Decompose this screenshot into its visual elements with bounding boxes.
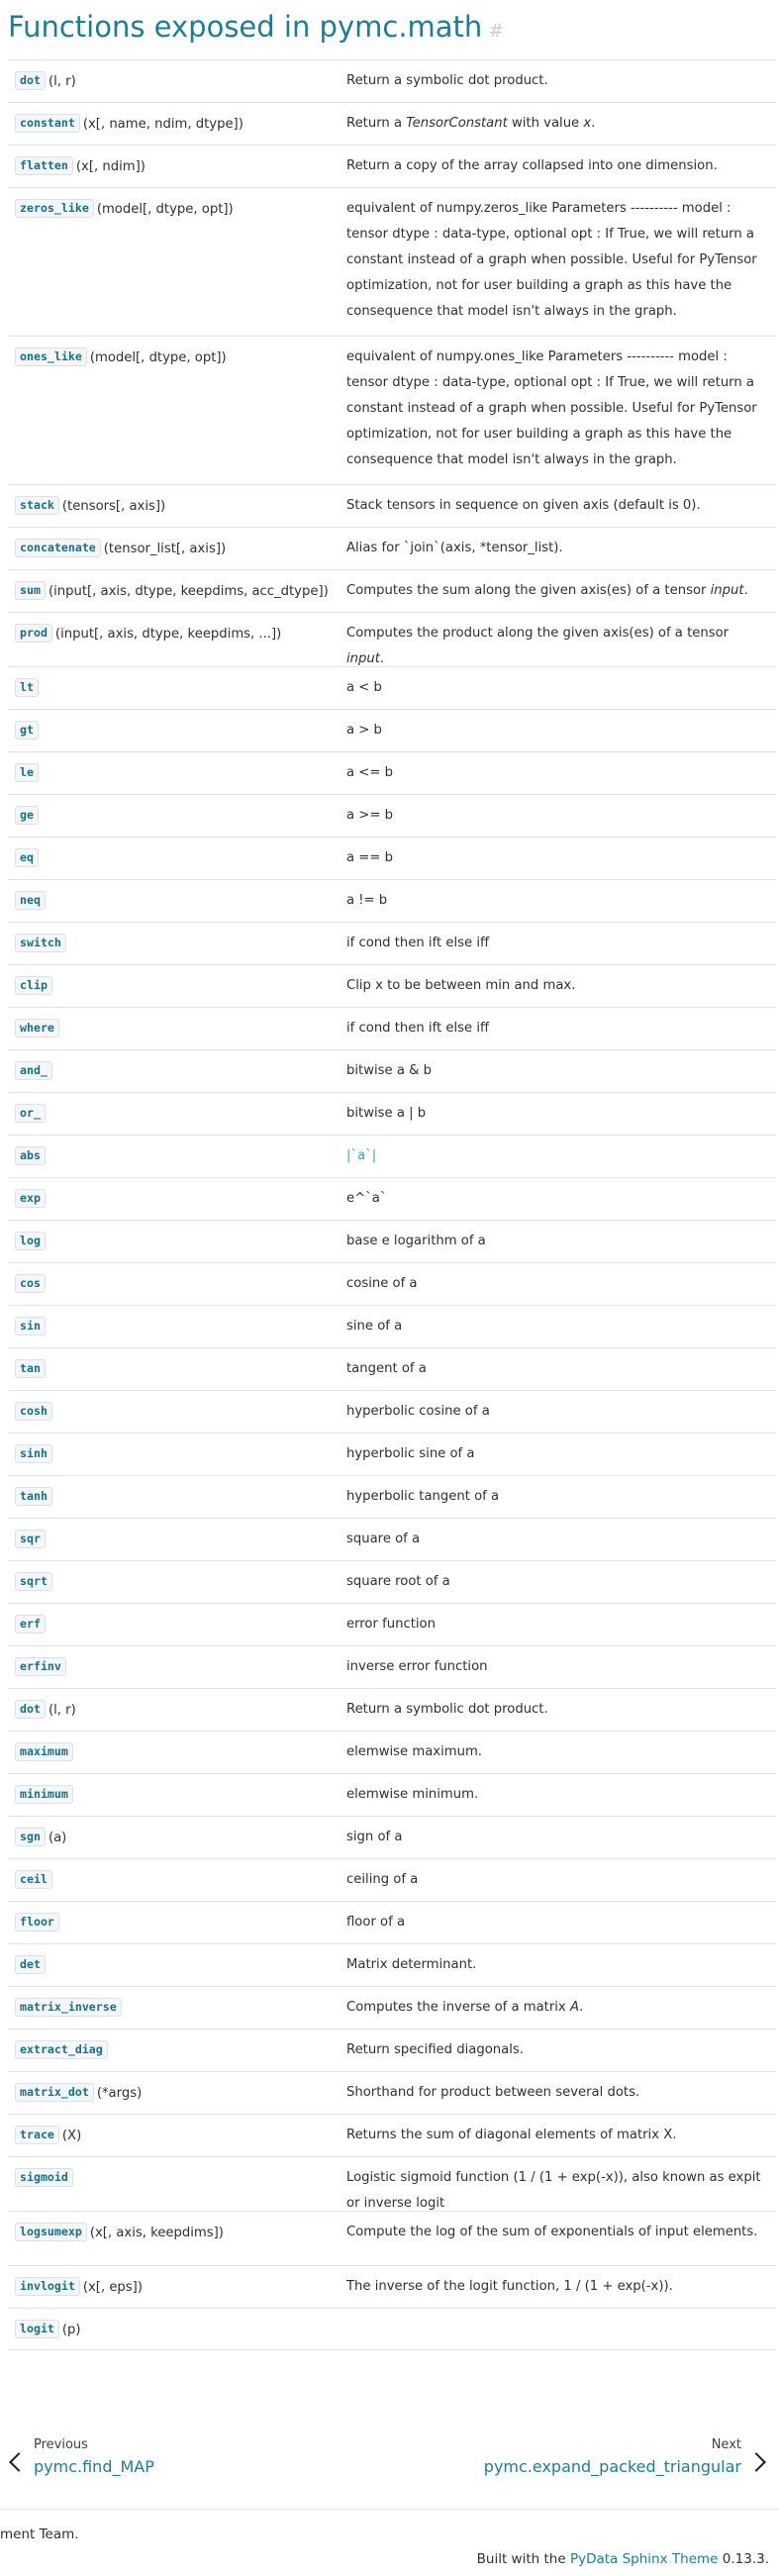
description-text: bitwise a | b [346, 1106, 427, 1121]
function-name-link[interactable]: cosh [15, 1402, 52, 1421]
function-description [346, 578, 767, 604]
function-name-link[interactable]: exp [15, 1189, 46, 1208]
function-name-link[interactable]: sinh [15, 1444, 52, 1463]
description-text: a > b [346, 723, 382, 738]
function-name-link[interactable]: le [15, 763, 39, 782]
function-description [346, 111, 767, 137]
theme-version: 0.13.3. [718, 2551, 769, 2567]
description-text: a >= b [346, 808, 393, 823]
next-label: Next [711, 2437, 741, 2452]
table-row [8, 1305, 776, 1347]
function-signature [15, 68, 338, 95]
table-row [8, 1007, 776, 1049]
table-row [8, 612, 776, 666]
table-row [8, 2308, 776, 2350]
function-signature [15, 536, 338, 562]
function-description [346, 1314, 767, 1339]
table-row [8, 1603, 776, 1645]
function-name-link[interactable]: concatenate [15, 539, 101, 557]
table-row [8, 1731, 776, 1773]
function-signature [15, 1058, 338, 1085]
function-description [346, 1229, 767, 1254]
description-text: e^`a` [346, 1191, 387, 1206]
table-row [8, 1390, 776, 1433]
function-description [346, 1271, 767, 1297]
function-description [346, 2080, 767, 2106]
page-header [8, 0, 770, 53]
function-name-link[interactable]: ones_like [15, 347, 87, 366]
table-row [8, 837, 776, 879]
chevron-left-icon [9, 2452, 29, 2472]
function-description [346, 1782, 767, 1808]
function-name-link[interactable]: matrix_inverse [15, 1998, 122, 2017]
function-signature [15, 1995, 338, 2022]
table-row [8, 1220, 776, 1262]
function-description [346, 2037, 767, 2063]
function-signature [15, 2317, 338, 2343]
function-name-link[interactable]: sum [15, 581, 46, 600]
chevron-right-icon [746, 2452, 766, 2472]
function-signature [15, 2037, 338, 2064]
function-signature [15, 1143, 338, 1170]
description-text: tangent of a [346, 1361, 427, 1376]
function-description [346, 68, 767, 94]
function-signature [15, 2165, 338, 2192]
function-description [346, 1910, 767, 1935]
function-description [346, 2123, 767, 2148]
function-name-link[interactable]: sqr [15, 1530, 46, 1548]
description-text: Return a copy of the array collapsed into one dimension. [346, 158, 718, 173]
table-row [8, 1049, 776, 1092]
function-args: (input[, axis, dtype, keepdims, ...]) [54, 627, 282, 642]
function-name-link[interactable]: eq [15, 848, 39, 867]
function-signature [15, 973, 338, 1000]
function-name-link[interactable]: det [15, 1955, 46, 1974]
function-name-link[interactable]: erfinv [15, 1657, 66, 1676]
function-args: (tensor_list[, axis]) [103, 542, 227, 556]
table-row [8, 59, 776, 102]
table-row [8, 1943, 776, 1986]
function-description [346, 931, 767, 956]
function-args: (tensors[, axis]) [61, 499, 166, 514]
function-name-link[interactable]: erf [15, 1615, 46, 1634]
footer-theme-credit [477, 2551, 769, 2567]
function-name-link[interactable]: neq [15, 891, 46, 910]
function-description [346, 973, 767, 999]
function-name-link[interactable]: and_ [15, 1061, 52, 1080]
function-signature [15, 578, 338, 605]
table-row [8, 964, 776, 1007]
function-name-link[interactable]: lt [15, 678, 39, 697]
description-text: . [591, 116, 596, 131]
function-args: (x[, ndim]) [75, 159, 146, 174]
function-signature [15, 888, 338, 915]
function-name-link[interactable]: tanh [15, 1487, 52, 1506]
function-name-link[interactable]: sigmoid [15, 2168, 73, 2187]
function-description [346, 1952, 767, 1978]
description-text: Alias for `join`(axis, *tensor_list). [346, 541, 563, 555]
table-row [8, 2265, 776, 2308]
table-row [8, 1518, 776, 1560]
function-description [346, 1143, 767, 1169]
function-description [346, 1016, 767, 1041]
table-row [8, 666, 776, 709]
description-text: ceiling of a [346, 1872, 419, 1887]
prev-label: Previous [34, 2437, 88, 2452]
function-description [346, 493, 767, 519]
function-description [346, 1867, 767, 1893]
table-row [8, 336, 776, 484]
function-description [346, 196, 767, 325]
description-text: if cond then ift else iff [346, 936, 490, 950]
function-name-link[interactable]: sin [15, 1317, 46, 1336]
function-name-link[interactable]: sqrt [15, 1572, 52, 1591]
function-name-link[interactable]: flatten [15, 156, 73, 175]
table-row [8, 794, 776, 837]
description-text: Clip x to be between min and max. [346, 978, 576, 993]
function-description [346, 153, 767, 179]
function-name-link[interactable]: logsumexp [15, 2223, 87, 2241]
table-row [8, 922, 776, 964]
function-description [346, 1399, 767, 1425]
function-signature [15, 1910, 338, 1936]
description-text: Returns the sum of diagonal elements of matrix X. [346, 2128, 677, 2142]
function-name-link[interactable]: minimum [15, 1785, 73, 1804]
table-row [8, 1262, 776, 1305]
table-row [8, 1816, 776, 1858]
description-text: cosine of a [346, 1276, 418, 1291]
description-text: Return a symbolic dot product. [346, 73, 548, 88]
table-row [8, 1560, 776, 1603]
function-signature [15, 1612, 338, 1638]
function-name-link[interactable]: gt [15, 721, 39, 740]
description-text: a <= b [346, 765, 393, 780]
function-description [346, 845, 767, 871]
function-description [346, 1186, 767, 1212]
function-name-link[interactable]: switch [15, 934, 66, 952]
function-signature [15, 1314, 338, 1340]
description-text: hyperbolic cosine of a [346, 1404, 490, 1419]
table-row [8, 1177, 776, 1220]
function-signature [15, 1654, 338, 1681]
description-emphasis: A [569, 2000, 579, 2015]
function-signature [15, 931, 338, 957]
table-row [8, 527, 776, 569]
next-title[interactable]: pymc.expand_packed_triangular [483, 2457, 741, 2476]
function-signature [15, 1016, 338, 1042]
function-description [346, 1697, 767, 1723]
table-row [8, 1645, 776, 1688]
table-row [8, 2211, 776, 2265]
function-signature [15, 1484, 338, 1511]
function-signature [15, 493, 338, 520]
function-description [346, 1101, 767, 1127]
table-row [8, 1092, 776, 1135]
function-description [346, 675, 767, 701]
function-description [346, 1612, 767, 1637]
function-description [346, 1825, 767, 1850]
description-text: Shorthand for product between several dots. [346, 2085, 640, 2100]
description-text: Return a [346, 116, 407, 131]
function-description [346, 1356, 767, 1382]
function-description [346, 536, 767, 561]
function-signature [15, 1782, 338, 1809]
function-args: (*args) [96, 2086, 143, 2101]
description-text: equivalent of numpy.ones_like Parameters ---------- model : tensor dtype : data-type, optional opt : If True, we will return a constant instead of a graph when possible. Useful for PyTensor optimization, not for user building a graph as this have the consequence that model isn't always in the graph. [346, 349, 757, 467]
table-row [8, 879, 776, 922]
description-text: . [379, 651, 385, 666]
function-name-link[interactable]: matrix_dot [15, 2083, 94, 2102]
function-description [346, 2165, 767, 2217]
function-signature [15, 2220, 338, 2246]
description-emphasis: input [710, 583, 744, 598]
description-text: Return specified diagonals. [346, 2042, 524, 2057]
description-text: sine of a [346, 1319, 403, 1334]
function-signature [15, 111, 338, 138]
table-row [8, 484, 776, 527]
table-row [8, 1688, 776, 1731]
description-text: |`a`| [346, 1148, 377, 1163]
function-name-link[interactable]: log [15, 1232, 46, 1250]
function-name-link[interactable]: floor [15, 1913, 59, 1932]
function-signature [15, 803, 338, 830]
description-text: if cond then ift else iff [346, 1021, 490, 1036]
table-row [8, 1347, 776, 1390]
function-signature [15, 1739, 338, 1766]
function-description [346, 1654, 767, 1680]
description-emphasis: TensorConstant [406, 116, 508, 131]
description-text: . [743, 583, 748, 598]
description-text: hyperbolic tangent of a [346, 1489, 500, 1504]
function-signature [15, 1271, 338, 1298]
table-row [8, 2029, 776, 2071]
description-text: square root of a [346, 1574, 450, 1589]
table-row [8, 1901, 776, 1943]
function-name-link[interactable]: constant [15, 114, 80, 133]
footer-copyright: ment Team. [0, 2526, 79, 2542]
table-row [8, 102, 776, 145]
function-args: (input[, axis, dtype, keepdims, acc_dtype]) [48, 584, 329, 599]
description-text: sign of a [346, 1830, 403, 1844]
function-name-link[interactable]: or_ [15, 1104, 46, 1123]
theme-link[interactable]: PyData Sphinx Theme [569, 2551, 719, 2567]
description-text: elemwise maximum. [346, 1744, 483, 1759]
table-row [8, 1773, 776, 1816]
function-description [346, 1995, 767, 2021]
description-text: Compute the log of the sum of exponentials of input elements. [346, 2225, 758, 2239]
function-name-link[interactable]: dot [15, 1700, 46, 1719]
next-page-link[interactable] [465, 2435, 767, 2489]
function-name-link[interactable]: tan [15, 1359, 46, 1378]
description-text: a != b [346, 893, 388, 908]
description-text: floor of a [346, 1915, 406, 1930]
function-description [346, 1569, 767, 1595]
function-signature [15, 1229, 338, 1255]
function-signature [15, 2274, 338, 2301]
header-anchor-link[interactable]: # [488, 20, 505, 42]
function-name-link[interactable]: where [15, 1019, 59, 1038]
function-signature [15, 153, 338, 180]
table-row [8, 2114, 776, 2156]
description-text: Matrix determinant. [346, 1957, 477, 1972]
function-name-link[interactable]: clip [15, 976, 52, 995]
description-text: base e logarithm of a [346, 1234, 486, 1248]
function-args: (X) [61, 2129, 82, 2143]
function-description [346, 1484, 767, 1510]
function-name-link[interactable]: trace [15, 2126, 59, 2144]
description-text: Computes the product along the given axis(es) of a tensor [346, 626, 730, 641]
function-signature [15, 2123, 338, 2149]
function-signature [15, 1697, 338, 1724]
function-signature [15, 675, 338, 702]
function-signature [15, 1356, 338, 1383]
function-signature [15, 1441, 338, 1468]
description-text: Logistic sigmoid function (1 / (1 + exp(-x)), also known as expit or inverse logit [346, 2170, 761, 2211]
function-name-link[interactable]: dot [15, 71, 46, 90]
table-row [8, 145, 776, 187]
description-text: elemwise minimum. [346, 1787, 479, 1802]
description-emphasis: input [346, 651, 380, 666]
function-description [346, 803, 767, 829]
description-text: with value [507, 116, 584, 131]
description-text: . [578, 2000, 584, 2015]
function-signature [15, 1399, 338, 1426]
description-text: inverse error function [346, 1659, 488, 1674]
description-text: error function [346, 1617, 436, 1632]
description-text: Stack tensors in sequence on given axis (default is 0). [346, 498, 701, 513]
function-signature [15, 1186, 338, 1213]
description-text: Computes the inverse of a matrix [346, 2000, 570, 2015]
function-signature [15, 1527, 338, 1553]
table-row [8, 751, 776, 794]
description-text: bitwise a & b [346, 1063, 432, 1078]
function-name-link[interactable]: abs [15, 1146, 46, 1165]
function-description [346, 345, 767, 473]
function-args: (x[, name, ndim, dtype]) [82, 117, 243, 132]
table-row [8, 709, 776, 751]
function-signature [15, 1101, 338, 1128]
description-text: square of a [346, 1532, 421, 1546]
table-row [8, 2156, 776, 2211]
description-text: Computes the sum along the given axis(es) of a tensor [346, 583, 711, 598]
function-description [346, 1441, 767, 1467]
function-description [346, 760, 767, 786]
function-name-link[interactable]: maximum [15, 1742, 73, 1761]
function-signature [15, 1569, 338, 1596]
functions-table [8, 59, 776, 2350]
function-description [346, 621, 767, 672]
page-title: Functions exposed in pymc.math [8, 10, 483, 44]
function-name-link[interactable]: ge [15, 806, 39, 825]
function-args: (model[, dtype, opt]) [89, 350, 227, 365]
table-row [8, 569, 776, 612]
function-signature [15, 760, 338, 787]
description-text: a == b [346, 850, 393, 865]
function-description [346, 718, 767, 743]
table-row [8, 1433, 776, 1475]
function-args: (x[, eps]) [82, 2280, 143, 2295]
function-name-link[interactable]: stack [15, 496, 59, 515]
prev-page-link[interactable] [8, 2435, 305, 2489]
description-text: Return a symbolic dot product. [346, 1702, 548, 1717]
function-args: (l, r) [48, 1703, 76, 1718]
prev-title[interactable]: pymc.find_MAP [34, 2457, 154, 2476]
function-description [346, 1058, 767, 1084]
function-signature [15, 345, 338, 371]
function-signature [15, 621, 338, 647]
table-row [8, 187, 776, 336]
built-with-text: Built with the [476, 2551, 570, 2567]
table-row [8, 2071, 776, 2114]
function-name-link[interactable]: ceil [15, 1870, 52, 1889]
function-description [346, 2274, 767, 2300]
description-text: The inverse of the logit function, 1 / (1 + exp(-x)). [346, 2279, 673, 2294]
function-args: (l, r) [48, 74, 76, 89]
function-args: (x[, axis, keepdims]) [89, 2226, 224, 2240]
function-description [346, 1527, 767, 1552]
table-row [8, 1135, 776, 1177]
function-args: (a) [48, 1831, 67, 1845]
description-text: hyperbolic sine of a [346, 1446, 475, 1461]
function-name-link[interactable]: extract_diag [15, 2040, 108, 2059]
function-name-link[interactable]: prod [15, 624, 52, 643]
function-signature [15, 1867, 338, 1894]
function-signature [15, 1825, 338, 1851]
function-args: (model[, dtype, opt]) [96, 202, 234, 217]
function-signature [15, 1952, 338, 1979]
footer-divider [0, 2509, 779, 2510]
function-description [346, 1739, 767, 1765]
function-name-link[interactable]: cos [15, 1274, 46, 1293]
description-text: equivalent of numpy.zeros_like Parameters ---------- model : tensor dtype : data-type, optional opt : If True, we will return a constant instead of a graph when possible. Useful for PyTensor optimization, not for user building a graph as this have the consequence that model isn't always in the graph. [346, 201, 757, 319]
description-text: a < b [346, 680, 382, 695]
function-signature [15, 2080, 338, 2107]
function-signature [15, 845, 338, 872]
table-row [8, 1475, 776, 1518]
function-name-link[interactable]: sgn [15, 1828, 46, 1846]
function-signature [15, 196, 338, 223]
function-name-link[interactable]: invlogit [15, 2277, 80, 2296]
function-description [346, 888, 767, 914]
table-row [8, 1986, 776, 2029]
function-name-link[interactable]: zeros_like [15, 199, 94, 218]
function-name-link[interactable]: logit [15, 2320, 59, 2338]
table-row [8, 1858, 776, 1901]
description-emphasis: x [583, 116, 592, 131]
function-signature [15, 718, 338, 744]
function-description [346, 2220, 767, 2245]
function-args: (p) [61, 2323, 81, 2337]
